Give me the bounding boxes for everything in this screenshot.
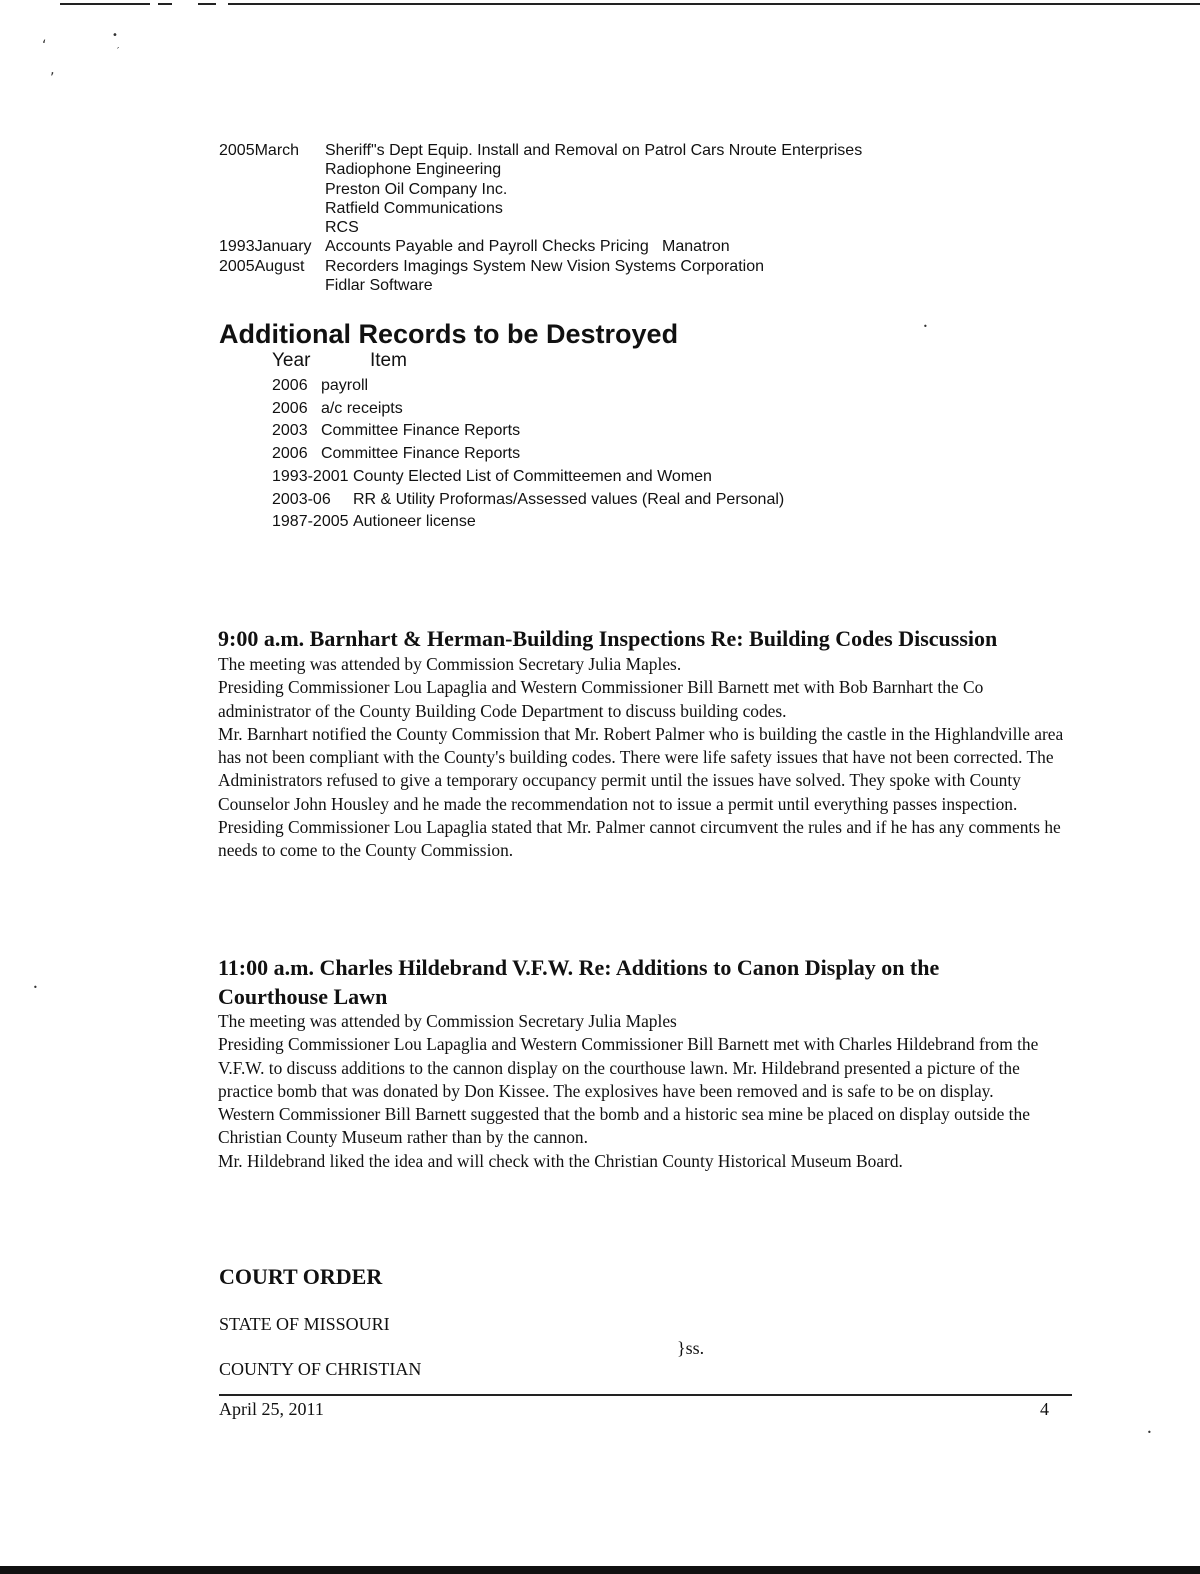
record-year: 1987-2005 [272,513,353,531]
scan-speck: • [923,322,928,331]
bid-line: Recorders Imagings System New Vision Systems Corporation [325,257,764,275]
record-year: 2006 [272,399,321,417]
bid-line: Accounts Payable and Payroll Checks Pricing Manatron [325,238,730,256]
meeting-paragraph: Presiding Commissioner Lou Lapaglia and Western Commissioner Bill Barnett met with Charles Hildebrand from the V.F.W. to discuss additions to the cannon display on the courthouse lawn. Mr. Hildebrand presented a picture of the practice bomb that was donated by Don Kissee. The explosives have been removed and is safe to be on display. [218,1034,1039,1101]
record-year: 2006 [272,377,321,394]
records-table-header [272,350,407,372]
bid-line: RCS [325,219,359,237]
record-item: Committee Finance Reports [320,445,521,463]
bid-line: Sheriff"s Dept Equip. Install and Removal on Patrol Cars Nroute Enterprises [325,142,863,159]
scan-speck: ′ [117,46,120,57]
bid-entry [219,257,862,296]
meeting-paragraph: Presiding Commissioner Lou Lapaglia and Western Commissioner Bill Barnett met with Bob Barnhart the Co administrator of the County Building Code Department to discuss building codes. [218,677,984,721]
records-list [272,375,784,534]
bid-date: 2005March [219,142,300,159]
meeting-paragraph: The meeting was attended by Commission Secretary Julia Maples. [218,654,682,674]
bid-line: Radiophone Engineering [325,161,502,179]
record-row [272,511,784,534]
bid-line: Ratfield Communications [325,199,503,217]
state-line: STATE OF MISSOURI [219,1314,390,1334]
bid-entry [219,141,862,237]
scan-top-edge [0,0,1200,6]
record-item: a/c receipts [320,399,403,417]
bid-date: 1993January [219,238,312,256]
record-item: RR & Utility Proformas/Assessed values (Real and Personal) [352,490,785,508]
ss-bracket: }ss. [677,1338,705,1358]
meeting-paragraph: Mr. Hildebrand liked the idea and will check with the Christian County Historical Museum Board. [218,1150,903,1171]
record-item: payroll [320,377,369,394]
item-column-header: Item [370,350,407,371]
scan-speck: • [33,983,38,992]
equipment-bids-list [219,141,862,295]
footer-date: April 25, 2011 [219,1399,324,1419]
meeting-body [218,1010,1078,1173]
county-line: COUNTY OF CHRISTIAN [219,1359,422,1379]
record-row [272,375,784,398]
meeting-paragraph: Mr. Barnhart notified the County Commission that Mr. Robert Palmer who is building the castle in the Highlandville area has not been compliant with the County's building codes. There were life safety issues that have not been corrected. The Administrators refused to give a temporary occupancy permit until the issues have solved. They spoke with County Counselor John Housley and he made the recommendation not to issue a permit until everything passes inspection. [218,723,1064,814]
additional-records-title: Additional Records to be Destroyed [219,319,679,349]
bid-line: Fidlar Software [325,277,433,295]
record-year: 2006 [272,445,321,463]
record-item: Autioneer license [352,513,476,531]
bid-entry [219,237,862,256]
bid-date: 2005August [219,257,305,275]
scan-speck: ‚ [50,62,55,78]
bid-line: Preston Oil Company Inc. [325,180,508,198]
record-year: 1993-2001 [272,467,353,485]
record-item: Committee Finance Reports [320,422,521,440]
scan-speck: • [1147,1428,1152,1437]
scan-bottom-edge [0,1566,1200,1574]
record-row [272,398,784,421]
footer-rule [219,1394,1072,1396]
record-row [272,489,784,512]
meeting-heading: 11:00 a.m. Charles Hildebrand V.F.W. Re: Additions to Canon Display on the Courthouse Lawn [218,955,940,1009]
record-row [272,466,784,489]
scan-speck: • [112,30,118,41]
record-item: County Elected List of Committeemen and Women [352,467,712,485]
record-year: 2003 [272,422,321,440]
meeting-body [218,653,1078,863]
scan-speck: ‘ [42,38,47,54]
record-row [272,420,784,443]
meeting-heading: 9:00 a.m. Barnhart & Herman-Building Inspections Re: Building Codes Discussion [218,626,998,651]
year-column-header: Year [272,350,311,371]
court-order-title: COURT ORDER [219,1264,383,1289]
meeting-paragraph: Western Commissioner Bill Barnett suggested that the bomb and a historic sea mine be placed on display outside the Christian County Museum rather than by the cannon. [218,1104,1030,1148]
meeting-paragraph: The meeting was attended by Commission Secretary Julia Maples [218,1011,677,1031]
meeting-paragraph: Presiding Commissioner Lou Lapaglia stated that Mr. Palmer cannot circumvent the rules and if he has any comments he needs to come to the County Commission. [218,817,1061,861]
record-year: 2003-06 [272,490,353,508]
page-number: 4 [1040,1399,1049,1419]
record-row [272,443,784,466]
